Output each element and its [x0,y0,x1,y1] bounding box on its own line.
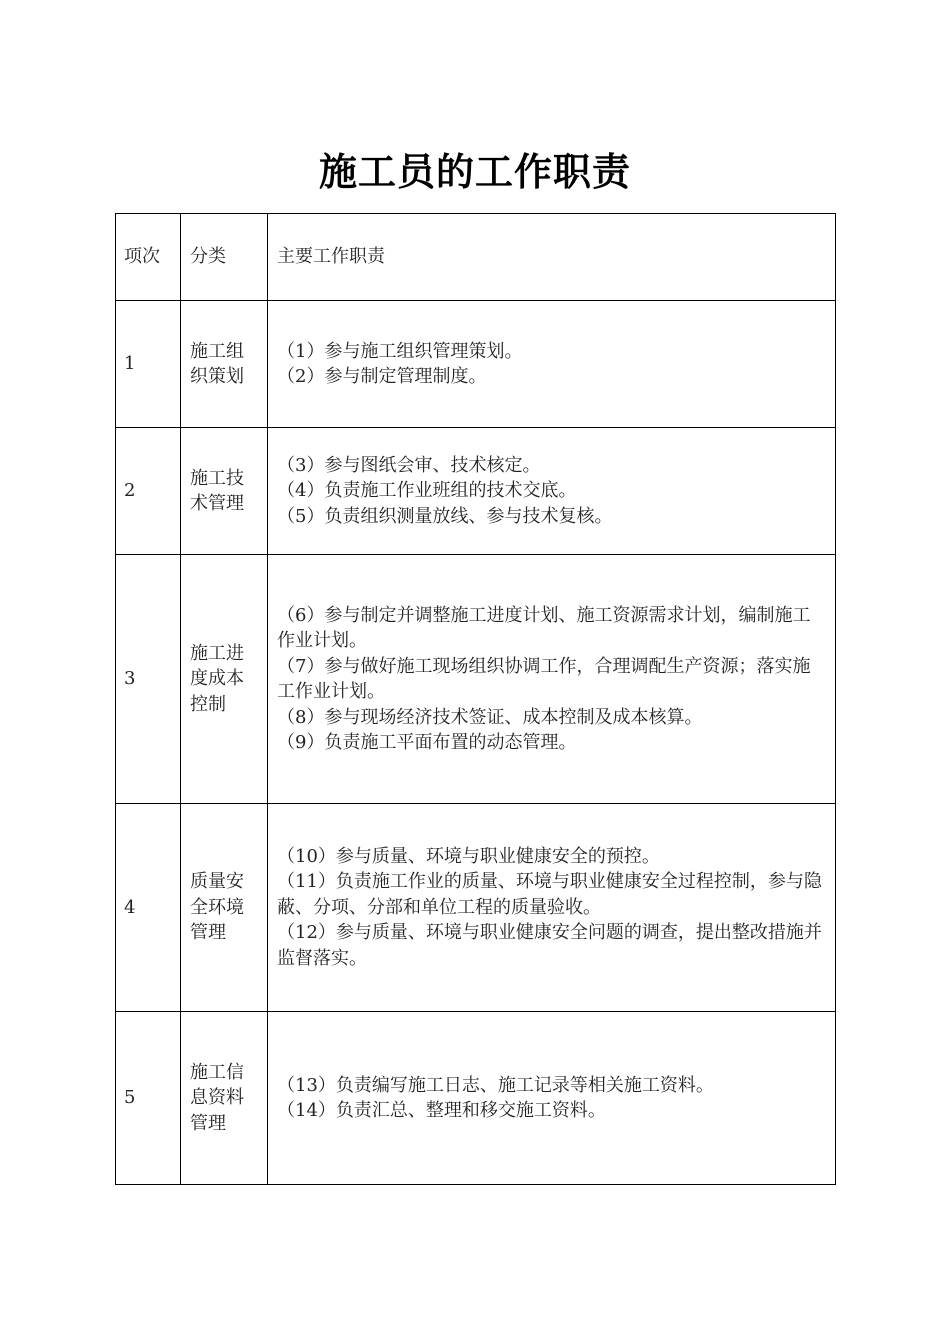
table-row [116,804,836,1012]
duty-item: （1）参与施工组织管理策划。 [277,340,523,362]
header-item-number: 项次 [116,214,181,301]
table-row [116,428,836,555]
duty-item: （14）负责汇总、整理和移交施工资料。 [277,1100,606,1121]
row-number: 1 [116,301,181,428]
duty-item: （9）负责施工平面布置的动态管理。 [277,732,577,753]
table-row [116,1012,836,1185]
duty-item: （2）参与制定管理制度。 [277,366,487,387]
duty-item: （5）负责组织测量放线、参与技术复核。 [277,505,613,527]
duty-item: （8）参与现场经济技术签证、成本控制及成本核算。 [277,706,703,728]
row-number: 2 [116,428,181,555]
row-category: 质量安全环境管理 [181,804,268,1012]
row-category: 施工技术管理 [181,428,268,555]
duty-table [115,213,836,1185]
duty-item: （10）参与质量、环境与职业健康安全的预控。 [277,845,660,867]
table-row [116,301,836,428]
row-duties [268,804,836,1012]
row-category: 施工组织策划 [181,301,268,428]
page-title: 施工员的工作职责 [318,149,631,194]
duty-item: （13）负责编写施工日志、施工记录等相关施工资料。 [277,1074,714,1096]
duty-item: （3）参与图纸会审、技术核定。 [277,454,541,476]
row-duties [268,1012,836,1185]
duty-item: （12）参与质量、环境与职业健康安全问题的调查，提出整改措施并监督落实。 [277,922,822,969]
header-main-duties: 主要工作职责 [268,214,836,301]
table-header-row [116,214,836,301]
duty-item: （6）参与制定并调整施工进度计划、施工资源需求计划，编制施工作业计划。 [277,604,811,651]
duty-item: （4）负责施工作业班组的技术交底。 [277,480,577,502]
duty-item: （11）负责施工作业的质量、环境与职业健康安全过程控制，参与隐蔽、分项、分部和单位工程的质量验收。 [277,871,822,918]
row-category: 施工信息资料管理 [181,1012,268,1185]
duty-item: （7）参与做好施工现场组织协调工作，合理调配生产资源；落实施工作业计划。 [277,655,811,702]
row-duties [268,301,836,428]
row-number: 3 [116,555,181,804]
row-duties [268,428,836,555]
row-category: 施工进度成本控制 [181,555,268,804]
table-row [116,555,836,804]
header-category: 分类 [181,214,268,301]
row-number: 4 [116,804,181,1012]
row-duties [268,555,836,804]
row-number: 5 [116,1012,181,1185]
